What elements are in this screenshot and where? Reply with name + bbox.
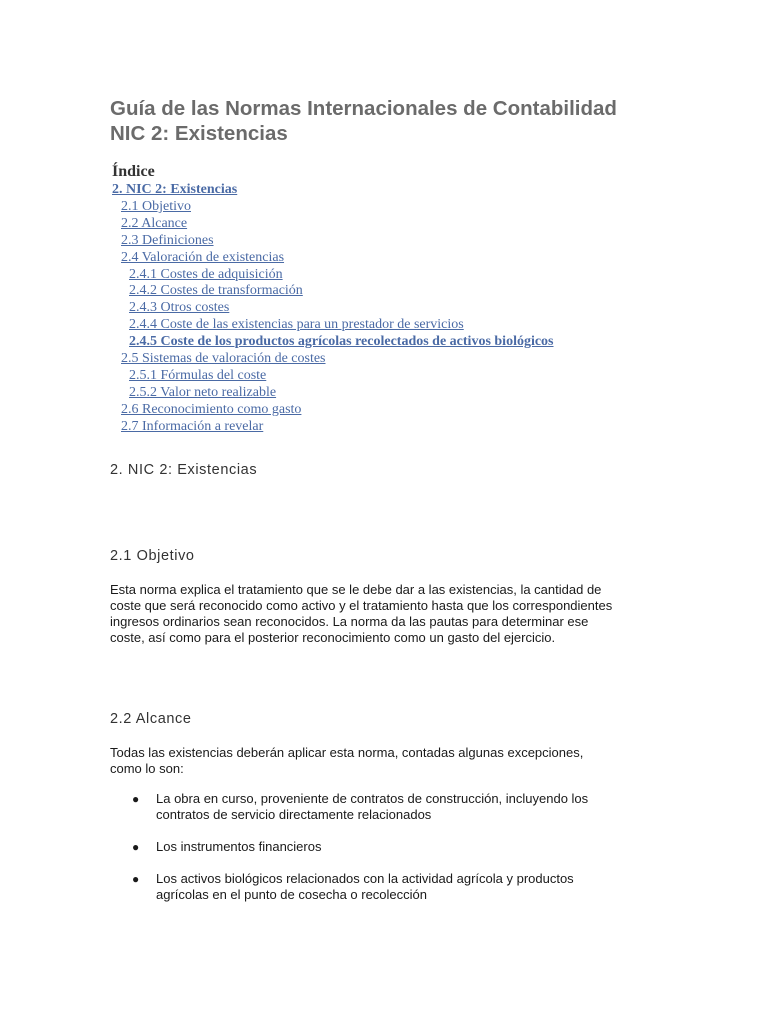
list-item	[110, 871, 670, 903]
alcance-exceptions-list	[110, 791, 670, 903]
title-line-1: Guía de las Normas Internacionales de Contabilidad	[110, 97, 617, 120]
toc-item-current	[110, 334, 670, 351]
toc-item	[110, 368, 670, 385]
list-item-line: Los instrumentos financieros	[156, 838, 322, 854]
alcance-paragraph	[110, 745, 670, 777]
paragraph-line: como lo son:	[110, 760, 184, 776]
toc-item	[110, 317, 670, 334]
toc-item	[110, 283, 670, 300]
document-page	[110, 96, 670, 919]
toc-item	[110, 250, 670, 267]
toc-item	[110, 351, 670, 368]
toc-link-formulas-coste[interactable]: 2.5.1 Fórmulas del coste	[129, 367, 267, 383]
list-item-line: agrícolas en el punto de cosecha o recolección	[156, 886, 428, 902]
toc-link-coste-agricolas[interactable]: 2.4.5 Coste de los productos agrícolas recolectados de activos biológicos	[129, 334, 554, 350]
toc-link-costes-adquisicion[interactable]: 2.4.1 Costes de adquisición	[129, 266, 283, 282]
list-item-line: La obra en curso, proveniente de contratos de construcción, incluyendo los	[156, 790, 589, 806]
table-of-contents	[110, 162, 670, 436]
toc-item	[110, 216, 670, 233]
section-heading-nic2: 2. NIC 2: Existencias	[110, 461, 258, 478]
list-item-line: Los activos biológicos relacionados con la actividad agrícola y productos	[156, 870, 574, 886]
toc-list	[110, 182, 670, 436]
bullet-icon: ●	[132, 791, 140, 806]
paragraph-line: Todas las existencias deberán aplicar esta norma, contadas algunas excepciones,	[110, 744, 584, 760]
toc-item	[110, 300, 670, 317]
toc-item	[110, 385, 670, 402]
toc-link-coste-prestador[interactable]: 2.4.4 Coste de las existencias para un prestador de servicios	[129, 317, 464, 333]
bullet-icon: ●	[132, 871, 140, 886]
toc-link-otros-costes[interactable]: 2.4.3 Otros costes	[129, 300, 230, 316]
toc-heading: Índice	[112, 163, 155, 180]
document-title	[110, 96, 670, 146]
paragraph-line: coste que será reconocido como activo y el tratamiento hasta que los correspondientes	[110, 597, 613, 613]
title-line-2: NIC 2: Existencias	[110, 122, 288, 145]
paragraph-line: coste, así como para el posterior reconocimiento como un gasto del ejercicio.	[110, 629, 556, 645]
paragraph-line: Esta norma explica el tratamiento que se le debe dar a las existencias, la cantidad de	[110, 581, 602, 597]
toc-link-reconocimiento-gasto[interactable]: 2.6 Reconocimiento como gasto	[121, 401, 302, 417]
toc-link-alcance[interactable]: 2.2 Alcance	[121, 215, 188, 231]
toc-item	[110, 233, 670, 250]
toc-link-definiciones[interactable]: 2.3 Definiciones	[121, 232, 214, 248]
toc-item	[110, 419, 670, 436]
toc-link-objetivo[interactable]: 2.1 Objetivo	[121, 198, 191, 214]
toc-link-nic2[interactable]: 2. NIC 2: Existencias	[112, 182, 238, 197]
toc-item	[110, 402, 670, 419]
toc-item	[110, 199, 670, 216]
toc-link-valor-neto[interactable]: 2.5.2 Valor neto realizable	[129, 384, 277, 400]
objetivo-paragraph	[110, 582, 670, 646]
list-item	[110, 839, 670, 855]
bullet-icon: ●	[132, 839, 140, 854]
toc-item	[110, 267, 670, 284]
paragraph-line: ingresos ordinarios sean reconocidos. La norma da las pautas para determinar ese	[110, 613, 589, 629]
list-item-line: contratos de servicio directamente relacionados	[156, 806, 432, 822]
toc-item	[110, 182, 670, 199]
toc-link-informacion-revelar[interactable]: 2.7 Información a revelar	[121, 418, 264, 434]
toc-link-valoracion[interactable]: 2.4 Valoración de existencias	[121, 249, 285, 265]
list-item	[110, 791, 670, 823]
toc-link-costes-transformacion[interactable]: 2.4.2 Costes de transformación	[129, 283, 303, 299]
section-heading-objetivo: 2.1 Objetivo	[110, 547, 195, 564]
section-heading-alcance: 2.2 Alcance	[110, 710, 192, 727]
toc-link-sistemas-valoracion[interactable]: 2.5 Sistemas de valoración de costes	[121, 351, 326, 367]
